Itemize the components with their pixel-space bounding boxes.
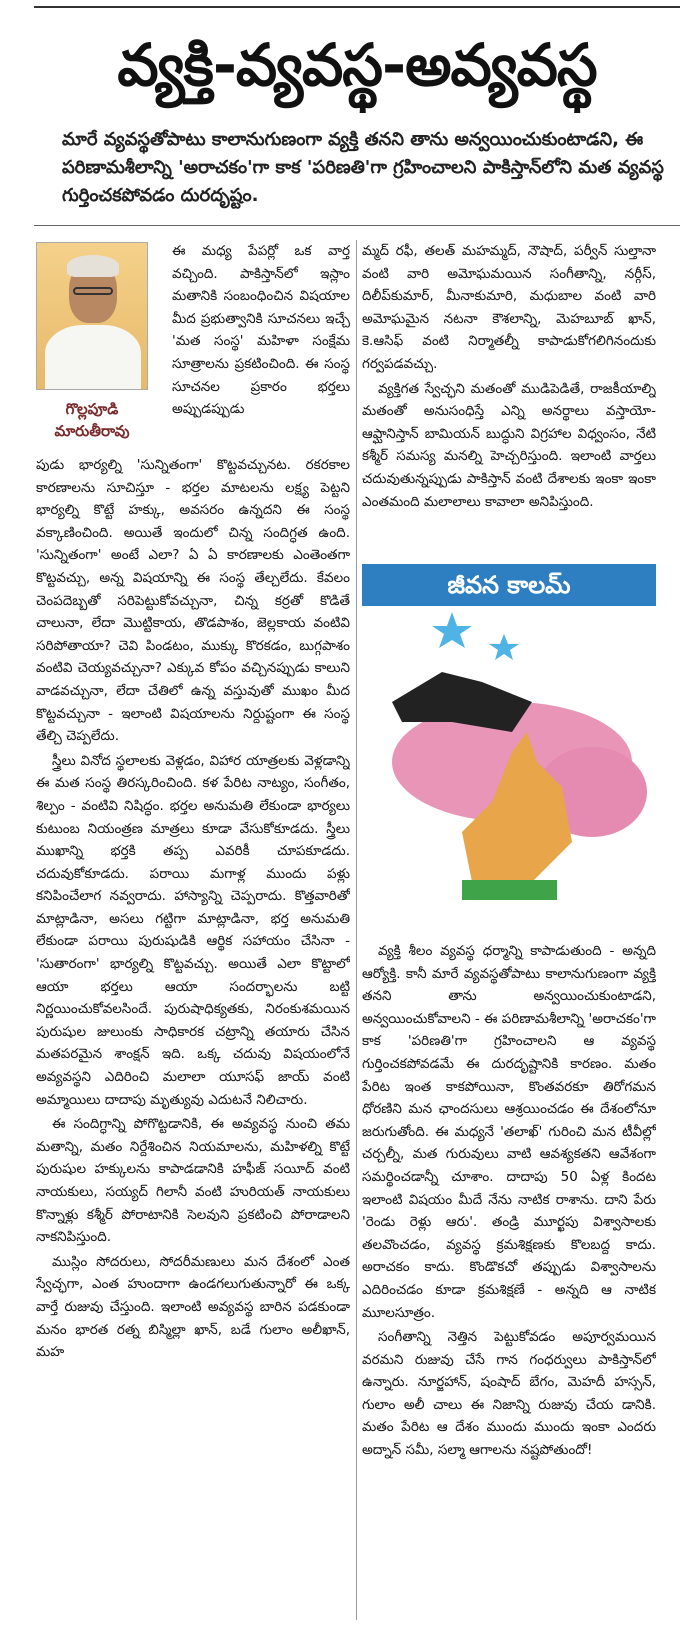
star-icon	[489, 634, 519, 660]
column-divider	[356, 240, 357, 1620]
paragraph: పుడు భార్యల్ని 'సున్నితంగా' కొట్టవచ్చునట. రకరకాల కారణాలను సూచిస్తూ - భర్తల మాటలను లక్ష్య పెట్టని భార్యల్ని కొట్టే హక్కు, అవసరం ఉన్నదని ఈ సంస్థ వక్కాణించింది. అయితే ఇందులో చిన్న సందిగ్ధత ఉంది. 'సున్నితంగా' అంటే ఎలా? ఏ ఏ కారణాలకు ఎంతెంతగా కొట్టవచ్చు, అన్న విషయాన్ని ఈ సంస్థ తేల్చలేదు. కేవలం చెంపదెబ్బతో సరిపెట్టుకోవచ్చునా, చిన్న కర్రతో కొడితే చాలునా, లేదా మొట్టికాయ, తొడపాశం, జెల్లకాయ వంటివి సరిపోతాయా? చెవి పిండటం, ముక్కు కొరకడం, బుగ్గపాశం వంటివి చెయ్యవచ్చునా? ఎక్కువ కోపం వచ్చినప్పుడు కాలుని వాడవచ్చునా, లేదా చేతిలో ఉన్న వస్తువుతో ముఖం మీద కొట్టవచ్చునా - ఇలాంటి విషయాలను నిర్దుష్టంగా ఈ సంస్థ తేల్చి చెప్పలేదు.	[36, 457, 350, 745]
deck-rule	[34, 225, 680, 226]
paragraph: స్త్రీలు వినోద స్థలాలకు వెళ్లడం, విహార యాత్రలకు వెళ్లడాన్ని ఈ మత సంస్థ తిరస్కరించింది. కళ పేరిట నాట్యం, సంగీతం, శిల్పం - వంటివి నిషిద్ధం. భర్తల అనుమతి లేకుండా భార్యలు కుటుంబ నియంత్రణ మాత్రలు కూడా వేసుకోకూడదు. స్త్రీలు ముఖాన్ని భర్తకి తప్ప ఎవరికీ చూపకూడదు. చదువుకోకూడదు. పరాయి మగాళ్ల ముందు పళ్లు కనిపించేలాగ నవ్వరాదు. హాస్యాన్ని చెప్పరాదు. కొత్తవారితో మాట్లాడినా, అసలు గట్టిగా మాట్లాడినా, భర్త అనుమతి లేకుండా పరాయి పురుషుడికి ఆర్థిక సహాయం చేసినా - 'సుతారంగా' భార్యల్ని కొట్టవచ్చు. అయితే ఎలా కొట్టాలో ఆయా భర్తలు ఆయా సందర్భాలను బట్టి నిర్ణయించుకోవలసిందే. పురుషాధిక్యతకు, నిరంకుశమయిన పురుషుల జులుంకు సాధికారక చట్రాన్ని తయారు చేసిన మతపరమైన శాంక్షన్ ఇది. ఒక్క చదువు విషయంలోనే అవ్యవస్థని ఎదిరించి మలాలా యూసఫ్ జాయ్ వంటి అమ్మాయిలు దాదాపు మృత్యువు ఎదుటనే నిలిచారు.	[36, 752, 350, 1108]
author-photo	[36, 242, 148, 390]
paragraph: ఈ మధ్య పేపర్లో ఒక వార్త వచ్చింది. పాకిస్తాన్‌లో ఇస్లాం మతానికి సంబంధించిన విషయాల మీద ప్రభుత్వానికి సూచనలు ఇచ్చే 'మత సంస్థ' మహిళా సంక్షేమ సూత్రాలను ప్రకటించింది. ఈ సంస్థ సూచనల ప్రకారం భర్తలు అప్పుడప్పుడు	[172, 243, 350, 418]
paragraph: సంగీతాన్ని నెత్తిన పెట్టుకోవడం అపూర్వమయిన వరమని రుజువు చేసే గాన గంధర్వులు పాకిస్తాన్‌లో ఉన్నారు. నూర్జహాన్, షంషాద్ బేగం, మెహదీ హస్సన్, గులాం అలీ చాలు ఈ నిజాన్ని రుజువు చేయ డానికి. మతం పేరిట ఆ దేశం ముందు ముందు ఇంకా ఎందరు అద్నాన్ సమీ, సల్మా ఆగాలను నష్టపోతుందో!	[362, 1329, 656, 1459]
paragraph: ఈ సందిగ్ధాన్ని పోగొట్టడానికి, ఈ అవ్యవస్థ నుంచి తమ మతాన్ని, మతం నిర్దేశించిన నియమాలను, మహిళల్ని కొట్టే పురుషుల హక్కులను కాపాడడానికి హఫీజ్ సయీద్ వంటి నాయకులు, సయ్యద్ గిలానీ వంటి హురియత్ నాయకులు కొన్నాళ్లు కశ్మీర్ పోరాటానికి సెలవుని ప్రకటించి పోరాడాలని నాకనిపిస్తుంది.	[36, 1116, 350, 1246]
burqa-figure	[392, 672, 532, 732]
paragraph: మ్మద్ రఫీ, తలత్ మహమ్మద్, నౌషాద్, పర్వీన్ సుల్తానా వంటి వారి అమోఘమయిన సంగీతాన్ని, నర్గీస్, దిలీప్‌కుమార్, మీనాకుమారి, మధుబాల వంటి వారి అమోఘమైన నటనా కౌశలాన్ని, మెహబూబ్ ఖాన్, కె.ఆసిఫ్ వంటి నిర్మాతల్నీ కాపాడుకోగలిగినందుకు గర్వపడవచ్చు.	[362, 243, 656, 372]
green-cuff	[462, 880, 557, 900]
deck: మారే వ్యవస్థతోపాటు కాలానుగుణంగా వ్యక్తి తనని తాను అన్వయించుకుంటాడని, ఈ పరిణామశీలాన్ని 'అరాచకం'గా కాక 'పరిణతి'గా గ్రహించాలని పాకిస్తాన్‌లోని మత వ్యవస్థ గుర్తించకపోవడం దురదృష్టం.	[62, 129, 664, 206]
paragraph: వ్యక్తిగత స్వేచ్ఛని మతంతో ముడిపెడితే, రాజకీయాల్ని మతంతో అనుసంధిస్తే ఎన్ని అనర్థాలు వస్తాయో- ఆఫ్ఘానిస్తాన్ బామియన్ బుద్ధుని విగ్రహాల విధ్వంసం, నేటి కశ్మీర్ సమస్య మనల్ని హెచ్చరిస్తుంది. ఇలాంటి వార్తలు చదువుతున్నప్పుడు పాకిస్తాన్ వంటి దేశాలకు ఇంకా ఇంకా ఎంతమంది మలాలాలు కావాలా అనిపిస్తుంది.	[362, 380, 656, 510]
paragraph: ముస్లిం సోదరులు, సోదరీమణులు మన దేశంలో ఎంత స్వేచ్ఛగా, ఎంత హుందాగా ఉండగలుగుతున్నారో ఈ ఒక్క వార్తే రుజువు చేస్తుంది. ఇలాంటి అవ్యవస్థ బారిన పడకుండా మనం భారత రత్న బిస్మిల్లా ఖాన్, బడే గులాం అలీఖాన్, మహ	[36, 1253, 350, 1361]
column-banner: జీవన కాలమ్	[362, 564, 656, 606]
column-1-body	[36, 454, 350, 1624]
column-2-body	[362, 940, 656, 1625]
byline: గొల్లపూడి మారుతీరావు	[54, 400, 130, 440]
paragraph: వ్యక్తి శీలం వ్యవస్థ ధర్మాన్ని కాపాడుతుంది - అన్నది ఆర్యోక్తి. కానీ మారే వ్యవస్థతోపాటు కాలానుగుణంగా వ్యక్తి తనని తాను అన్వయించుకుంటాడని, అన్వయించుకోవాలని - ఈ పరిణామశీలాన్ని 'అరాచకం'గా కాక 'పరిణతి'గా గ్రహించాలని ఆ వ్యవస్థ గుర్తించకపోవడమే ఈ దురదృష్టానికి కారణం. మతం పేరిట ఇంత కాకపోయినా, కొంతవరకూ తిరోగమన ధోరణిని మన ఛాందసులు ఆశ్రయించడం ఈ దేశంలోనూ జరుగుతోంది. ఈ మధ్యనే 'తలాఖ్' గురించి మన టీవీల్లో చర్చల్నీ, మత గురువులు వాటి ఆవశ్యకతని ఆవేశంగా సమర్థించడాన్నీ చూశాం. దాదాపు 50 ఏళ్ల కిందట ఇలాంటి విషయం మీదే నేను నాటిక రాశాను. దాని పేరు 'రెండు రెళ్లు ఆరు'. తండ్రి మూర్ఖపు విశ్వాసాలకు తలవొంచడం, వ్యవస్థ క్రమశిక్షణకు కొలబద్ద కాదు. అరాచకం కాదు. కొండొకచో తప్పుడు విశ్వాసాలను ఎదిరించడం కూడా క్రమశిక్షణే - అన్నది ఆ నాటిక మూలసూత్రం.	[362, 943, 656, 1321]
illustration	[362, 612, 656, 928]
headline: వ్యక్తి-వ్యవస్థ-అవ్యవస్థ	[117, 31, 597, 99]
top-rule	[34, 6, 680, 8]
star-icon	[432, 612, 472, 648]
column-1-top	[172, 240, 350, 452]
column-2-top	[362, 240, 656, 552]
